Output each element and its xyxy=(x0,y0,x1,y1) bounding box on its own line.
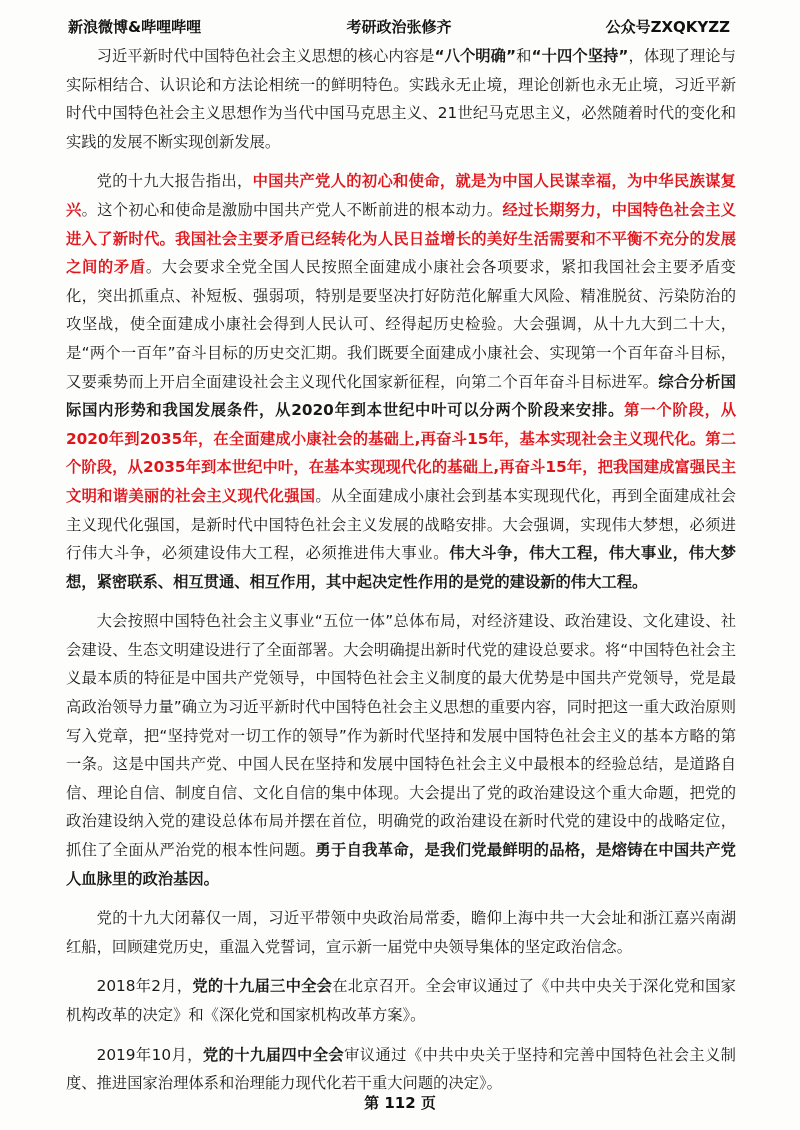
text-run: 综合分析国际国内形势和我国发展条件，从2020年到本世纪中叶可以分两个阶段来安排。 xyxy=(66,372,736,420)
text-run: “八个明确” xyxy=(434,47,517,65)
paragraph-5 xyxy=(66,972,736,1029)
text-run: 党的十九大报告指出， xyxy=(96,172,253,191)
paragraph-4 xyxy=(66,904,736,961)
paragraph-3 xyxy=(66,607,736,893)
text-run: 2019年10月， xyxy=(96,1045,203,1064)
text-run: 勇于自我革命，是我们党最鲜明的品格，是熔铸在中国共产党人血脉里的政治基因。 xyxy=(66,841,736,888)
page-header xyxy=(68,16,730,42)
text-run: 。从全面建成小康社会到基本实现现代化，再到全面建成社会主义现代化强国，是新时代中国特色社会主义发展的战略安排。大会强调，实现伟大梦想，必须进行伟大斗争，必须建设伟大工程，必须推进伟大事业。 xyxy=(66,486,736,563)
header-right-account: 公众号ZXQKYZZ xyxy=(605,18,730,36)
text-run: ，体现了理论与实际相结合、认识论和方法论相统一的鲜明特色。实践永无止境，理论创新也永无止境，习近平新时代中国特色社会主义思想作为当代中国马克思主义、21世纪马克思主义，必然随着时代的变化和实践的发展不断实现创新发展。 xyxy=(66,47,736,151)
text-run: 2018年2月， xyxy=(96,977,193,996)
text-run: 习近平新时代中国特色社会主义思想的核心内容是 xyxy=(96,47,435,65)
text-run: 大会按照中国特色社会主义事业“五位一体”总体布局，对经济建设、政治建设、文化建设、社会建设、生态文明建设进行了全面部署。大会明确提出新时代党的建设总要求。将“中国特色社会主义最本质的特征是中国共产党领导，中国特色社会主义制度的最大优势是中国共产党领导，党是最高政治领导力量”确立为习近平新时代中国特色社会主义思想的重要内容，同时把这一重大政治原则写入党章，把“坚持党对一切工作的领导”作为新时代坚持和发展中国特色社会主义的基本方略的第一条。这是中国共产党、中国人民在坚持和发展中国特色社会主义中最根本的经验总结，是道路自信、理论自信、制度自信、文化自信的集中体现。大会提出了党的政治建设这个重大命题，把党的政治建设纳入党的建设总体布局并摆在首位，明确党的政治建设在新时代党的建设中的战略定位，抓住了全面从严治党的根本性问题。 xyxy=(66,612,736,860)
paragraph-2 xyxy=(66,167,736,596)
text-run: 。大会要求全党全国人民按照全面建成小康社会各项要求，紧扣我国社会主要矛盾变化，突出抓重点、补短板、强弱项，特别是要坚决打好防范化解重大风险、精准脱贫、污染防治的攻坚战，使全面建成小康社会得到人民认可、经得起历史检验。大会强调，从十九大到二十大，是“两个一百年”奋斗目标的历史交汇期。我们既要全面建成小康社会、实现第一个百年奋斗目标，又要乘势而上开启全面建设社会主义现代化国家新征程，向第二个百年奋斗目标进军。 xyxy=(66,258,736,391)
text-run: 经过长期努力，中国特色社会主义进入了新时代。我国社会主要矛盾已经转化为人民日益增长的美好生活需要和不平衡不充分的发展之间的矛盾 xyxy=(66,200,736,277)
text-run: 第一个阶段，从2020年到2035年，在全面建成小康社会的基础上,再奋斗15年，基本实现社会主义现代化。第二个阶段，从2035年到本世纪中叶，在基本实现现代化的基础上,再奋斗15年，把我国建成富强民主文明和谐美丽的社会主义现代化强国 xyxy=(66,401,736,505)
page-body xyxy=(66,42,736,1109)
text-run: 党的十九届四中全会 xyxy=(202,1045,345,1064)
text-run: 审议通过《中共中央关于坚持和完善中国特色社会主义制度、推进国家治理体系和治理能力现代化若干重大问题的决定》。 xyxy=(66,1045,736,1093)
header-left-weibo-bilibili: 新浪微博&哔哩哔哩 xyxy=(68,18,202,36)
page-number: 第 112 页 xyxy=(364,1094,436,1112)
text-run: 中国共产党人的初心和使命，就是为中国人民谋幸福，为中华民族谋复兴 xyxy=(66,172,736,219)
text-run: “十四个坚持” xyxy=(531,47,629,65)
text-run: 伟大斗争，伟大工程，伟大事业，伟大梦想，紧密联系、相互贯通、相互作用，其中起决定性作用的是党的建设新的伟大工程。 xyxy=(66,544,736,591)
text-run: 党的十九大闭幕仅一周，习近平带领中央政治局常委，瞻仰上海中共一大会址和浙江嘉兴南湖红船，回顾建党历史，重温入党誓词，宣示新一届党中央领导集体的坚定政治信念。 xyxy=(66,909,736,956)
paragraph-6 xyxy=(66,1041,736,1098)
text-run: 。这个初心和使命是激励中国共产党人不断前进的根本动力。 xyxy=(81,200,503,219)
text-run: 和 xyxy=(516,47,532,65)
header-center-author: 考研政治张修齐 xyxy=(346,18,452,36)
text-run: 在北京召开。全会审议通过了《中共中央关于深化党和国家机构改革的决定》和《深化党和国家机构改革方案》。 xyxy=(66,977,736,1024)
text-run: 党的十九届三中全会 xyxy=(192,977,333,996)
paragraph-1 xyxy=(66,42,736,156)
